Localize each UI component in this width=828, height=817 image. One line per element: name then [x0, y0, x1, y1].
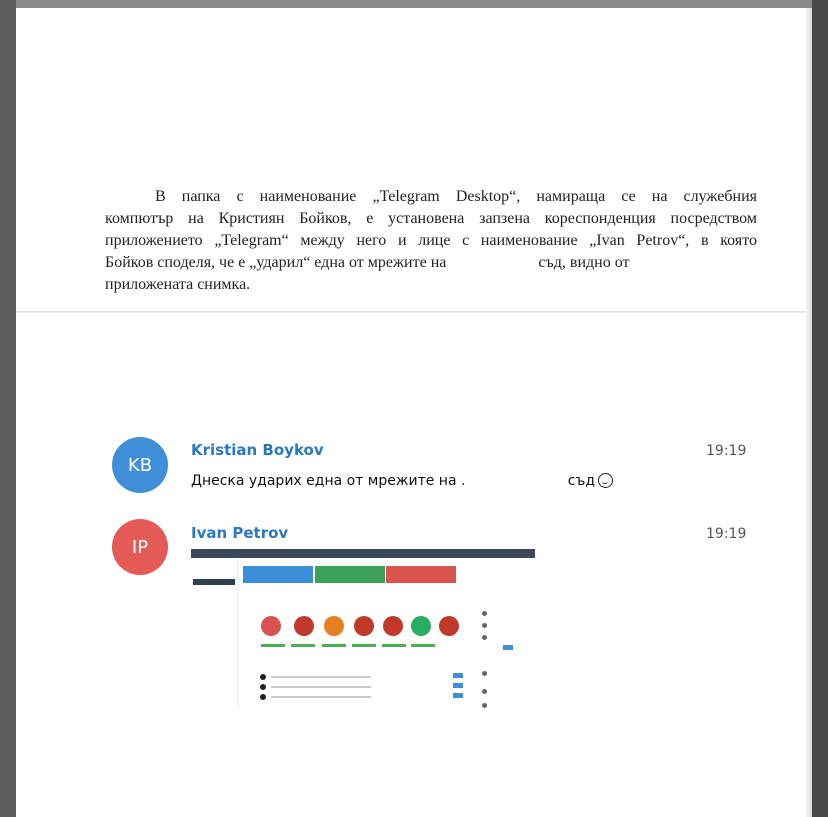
paragraph-line-4: Бойков споделя, че е „ударил“ една от мрежите на съд, видно от [105, 254, 630, 271]
screenshot-sidebar [191, 558, 238, 709]
dashboard-screenshot-attachment[interactable] [191, 549, 535, 709]
screenshot-icon [261, 616, 281, 636]
message-body: Днеска ударих една от мрежите на . съд [191, 473, 596, 489]
paragraph-line-5: приложената снимка. [105, 276, 251, 293]
page-edge-shadow [806, 8, 812, 817]
avatar-kb[interactable] [112, 437, 168, 493]
screenshot-icon [439, 616, 459, 636]
scan-frame-right [812, 0, 828, 817]
message-text [191, 473, 613, 489]
message-time: 19:19 [706, 443, 747, 459]
sender-name-ivan[interactable]: Ivan Petrov [191, 524, 289, 542]
screenshot-icon [411, 616, 431, 636]
page-fold-line [16, 311, 812, 313]
document-page [16, 8, 812, 817]
screenshot-icon [324, 616, 344, 636]
screenshot-icon [354, 616, 374, 636]
screenshot-tile-green [315, 566, 385, 583]
paragraph-line-2: компютър на Кристиян Бойков, е установена запзена кореспонденция посредством [105, 210, 757, 227]
screenshot-icon [383, 616, 403, 636]
screenshot-tile-red [386, 566, 456, 583]
avatar-initials: IP [131, 536, 149, 558]
scan-frame-left [0, 0, 16, 817]
avatar-initials: KB [127, 454, 153, 476]
screenshot-icon [294, 616, 314, 636]
screenshot-tile-blue [243, 566, 313, 583]
screenshot-topbar [191, 549, 535, 558]
paragraph-line-1: В папка с наименование „Telegram Desktop“, намираща се на служебния [155, 188, 757, 205]
paragraph-line-3: приложението „Telegram“ между него и лице с наименование „Ivan Petrov“, в която [105, 232, 757, 249]
avatar-ip[interactable] [112, 519, 168, 575]
document-paragraph [105, 186, 757, 296]
sender-name-kristian[interactable]: Kristian Boykov [191, 441, 324, 459]
scan-frame-top [0, 0, 828, 8]
message-time: 19:19 [706, 526, 747, 542]
grinning-face-icon [598, 473, 613, 488]
